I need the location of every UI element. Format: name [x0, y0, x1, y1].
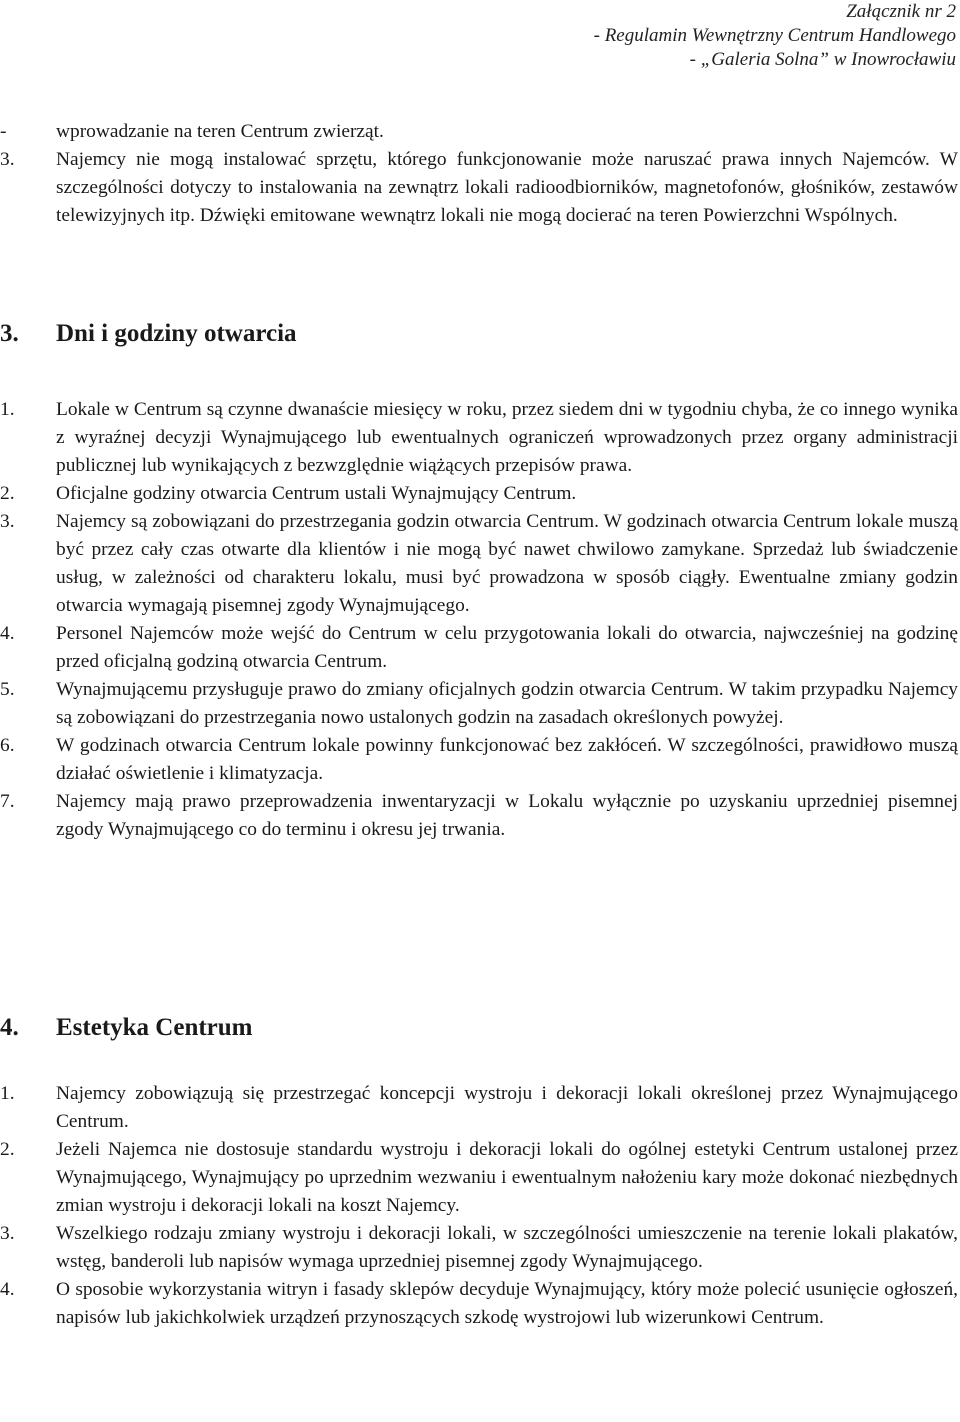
- list-item: [0, 1220, 958, 1276]
- list-item-text: Wynajmującemu przysługuje prawo do zmiany oficjalnych godzin otwarcia Centrum. W takim przypadku Najemcy są zobowiązani do przestrzegania nowo ustalonych godzin na zasadach określonych powyżej.: [56, 679, 958, 728]
- list-item-text: W godzinach otwarcia Centrum lokale powinny funkcjonować bez zakłóceń. W szczególności, prawidłowo muszą działać oświetlenie i klimatyzacja.: [56, 735, 958, 784]
- document-header: [594, 0, 956, 72]
- list-item-number: 2.: [0, 1139, 15, 1160]
- intro-list: [0, 118, 958, 230]
- section-4: [0, 1012, 958, 1044]
- list-item: [0, 480, 958, 508]
- list-item: [0, 732, 958, 788]
- list-item-text: Najemcy nie mogą instalować sprzętu, którego funkcjonowanie może naruszać prawa innych Najemców. W szczególności dotyczy to instalowania na zewnątrz lokali radioodbiorników, magnetofonów, głośników, zestawów telewizyjnych itp. Dźwięki emitowane wewnątrz lokali nie mogą docierać na teren Powierzchni Wspólnych.: [56, 149, 958, 226]
- section-4-list: [0, 1080, 958, 1332]
- list-item-text: Personel Najemców może wejść do Centrum w celu przygotowania lokali do otwarcia, najwcześniej na godzinę przed oficjalną godziną otwarcia Centrum.: [56, 623, 958, 672]
- section-3-list: [0, 396, 958, 844]
- list-item-text: Jeżeli Najemca nie dostosuje standardu wystroju i dekoracji lokali do ogólnej estetyki Centrum ustalonej przez Wynajmującego, Wynajmujący po uprzednim wezwaniu i ewentualnym nałożeniu kary może dokonać niezbędnych zmian wystroju i dekoracji lokali na koszt Najemcy.: [56, 1139, 958, 1216]
- section-heading: [0, 318, 958, 350]
- list-item: [0, 1136, 958, 1220]
- list-item: [0, 620, 958, 676]
- list-item-text: Najemcy są zobowiązani do przestrzegania godzin otwarcia Centrum. W godzinach otwarcia Centrum lokale muszą być przez cały czas otwarte dla klientów i nie mogą być nawet chwilowo zamykane. Sprzedaż lub świadczenie usług, w zależności od charakteru lokalu, musi być prowadzona w sposób ciągły. Ewentualne zmiany godzin otwarcia wymagają pisemnej zgody Wynajmującego.: [56, 511, 958, 616]
- list-item: [0, 1276, 958, 1332]
- header-line-1: Załącznik nr 2: [846, 1, 956, 22]
- list-item-number: -: [0, 121, 7, 142]
- list-item: [0, 1080, 958, 1136]
- section-title: Estetyka Centrum: [56, 1014, 253, 1041]
- section-title: Dni i godziny otwarcia: [56, 320, 297, 347]
- list-item-text: Lokale w Centrum są czynne dwanaście miesięcy w roku, przez siedem dni w tygodniu chyba, że co innego wynika z wyraźnej decyzji Wynajmującego lub ewentualnych ograniczeń wprowadzonych przez organy administracji publicznej lub wynikających z bezwzględnie wiążących przepisów prawa.: [56, 399, 958, 476]
- list-item-number: 1.: [0, 399, 15, 420]
- list-item: [0, 676, 958, 732]
- list-item-number: 4.: [0, 1279, 15, 1300]
- header-line-3: - „Galeria Solna” w Inowrocławiu: [689, 49, 956, 70]
- list-item-number: 3.: [0, 149, 15, 170]
- list-item: [0, 146, 958, 230]
- section-heading: [0, 1012, 958, 1044]
- list-item-number: 7.: [0, 791, 15, 812]
- list-item: [0, 396, 958, 480]
- list-item-number: 2.: [0, 483, 15, 504]
- list-item-text: Wszelkiego rodzaju zmiany wystroju i dekoracji lokali, w szczególności umieszczenie na terenie lokali plakatów, wstęg, banderoli lub napisów wymaga uprzedniej pisemnej zgody Wynajmującego.: [56, 1223, 958, 1272]
- list-item-text: O sposobie wykorzystania witryn i fasady sklepów decyduje Wynajmujący, który może polecić usunięcie ogłoszeń, napisów lub jakichkolwiek urządzeń przynoszących szkodę wystrojowi lub wizerunkowi Centrum.: [56, 1279, 958, 1328]
- list-item-number: 3.: [0, 1223, 15, 1244]
- section-number: 3.: [0, 320, 19, 347]
- section-number: 4.: [0, 1014, 19, 1041]
- list-item: [0, 118, 958, 146]
- list-item-text: Najemcy zobowiązują się przestrzegać koncepcji wystroju i dekoracji lokali określonej przez Wynajmującego Centrum.: [56, 1083, 958, 1132]
- list-item-number: 6.: [0, 735, 15, 756]
- list-item-number: 5.: [0, 679, 15, 700]
- list-item-number: 4.: [0, 623, 15, 644]
- list-item-number: 1.: [0, 1083, 15, 1104]
- section-3: [0, 318, 958, 350]
- list-item-text: Oficjalne godziny otwarcia Centrum ustali Wynajmujący Centrum.: [56, 483, 577, 504]
- list-item-text: Najemcy mają prawo przeprowadzenia inwentaryzacji w Lokalu wyłącznie po uzyskaniu uprzedniej pisemnej zgody Wynajmującego co do terminu i okresu jej trwania.: [56, 791, 958, 840]
- list-item-number: 3.: [0, 511, 15, 532]
- header-line-2: - Regulamin Wewnętrzny Centrum Handlowego: [593, 25, 956, 46]
- list-item: [0, 788, 958, 844]
- list-item-text: wprowadzanie na teren Centrum zwierząt.: [56, 121, 384, 142]
- list-item: [0, 508, 958, 620]
